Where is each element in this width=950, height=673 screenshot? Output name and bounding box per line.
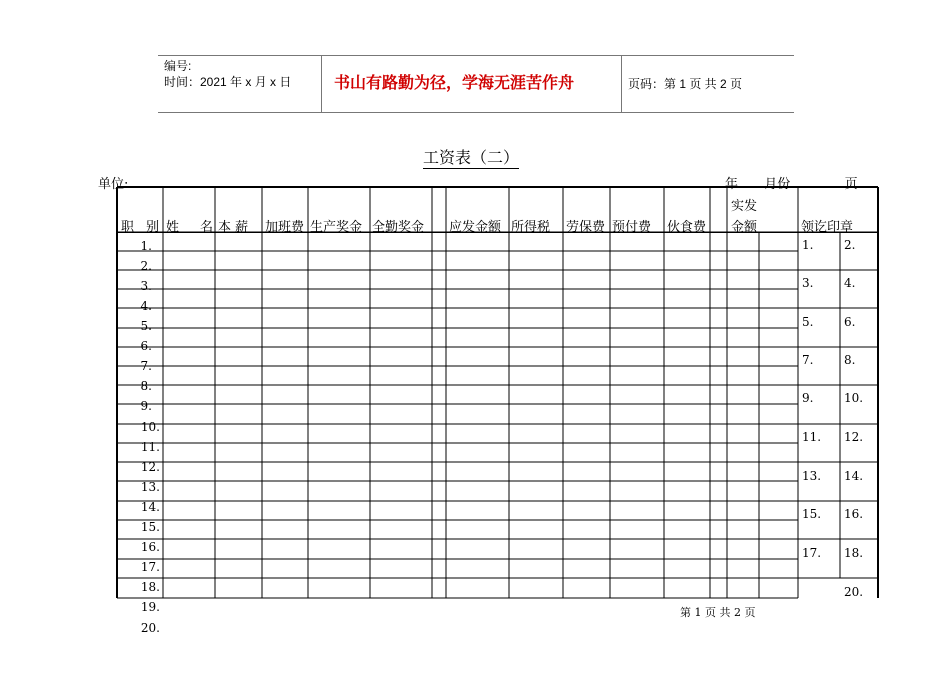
row-number: 17. [140,560,160,574]
col-name-b: 名 [200,220,214,235]
sign-number: 14. [844,469,864,483]
sign-number: 7. [802,353,814,367]
sign-number: 17. [802,546,822,560]
sign-number: 8. [844,353,856,367]
sign-number: 5. [802,315,814,329]
col-position-a: 职 [121,220,135,235]
sign-number: 11. [802,430,822,444]
sign-number: 16. [844,507,864,521]
page-title: 工资表（二） [423,148,520,167]
col-advance: 预付费 [612,220,652,235]
sign-number: 20. [844,585,864,599]
sign-number: 10. [844,391,864,405]
sign-number: 6. [844,315,856,329]
col-position-b: 别 [146,220,160,235]
row-number: 1. [140,239,152,253]
row-number: 8. [140,379,152,393]
sign-number: 13. [802,469,822,483]
sign-number: 9. [802,391,814,405]
row-number: 3. [140,279,152,293]
time-label: 时间：2021 年 x 月 x 日 [164,75,292,89]
row-number: 6. [140,339,152,353]
col-meals: 伙食费 [667,220,707,235]
page-footer: 第 1 页 共 2 页 [680,606,756,619]
row-number: 9. [140,399,152,413]
month-label: 月份 [764,177,791,192]
row-number: 13. [140,480,160,494]
col-overtime: 加班费 [265,220,305,235]
row-number: 20. [140,621,160,635]
row-number: 16. [140,540,160,554]
sign-number: 12. [844,430,864,444]
row-number: 18. [140,580,160,594]
col-gross: 应发金额 [449,220,502,235]
row-number: 2. [140,259,152,273]
page-info: 页码：第 1 页 共 2 页 [628,77,743,91]
code-label: 编号: [164,59,192,73]
sign-number: 2. [844,238,856,252]
unit-label: 单位: [98,177,129,192]
row-number: 14. [140,500,160,514]
row-number: 15. [140,520,160,534]
col-income-tax: 所得税 [511,220,551,235]
sign-number: 18. [844,546,864,560]
row-number: 12. [140,460,160,474]
row-number: 4. [140,299,152,313]
year-label: 年 [725,177,739,192]
sign-number: 3. [802,276,814,290]
col-production-bonus: 生产奖金 [310,220,363,235]
row-number: 7. [140,359,152,373]
col-name-a: 姓 [166,220,180,235]
row-number: 11. [140,440,160,454]
motto-text: 书山有路勤为径，学海无涯苦作舟 [334,73,575,92]
sign-number: 1. [802,238,814,252]
sign-number: 4. [844,276,856,290]
col-net-a: 实发 [731,199,758,214]
col-attendance-bonus: 全勤奖金 [372,220,425,235]
row-number: 19. [140,600,160,614]
sign-number: 15. [802,507,822,521]
col-net-b: 金额 [731,220,758,235]
col-salary: 本 薪 [218,220,249,235]
col-labor-insurance: 劳保费 [566,220,606,235]
page-label: 页 [844,177,858,192]
col-signature: 领讫印章 [801,220,854,235]
row-number: 10. [140,420,160,434]
row-number: 5. [140,319,152,333]
